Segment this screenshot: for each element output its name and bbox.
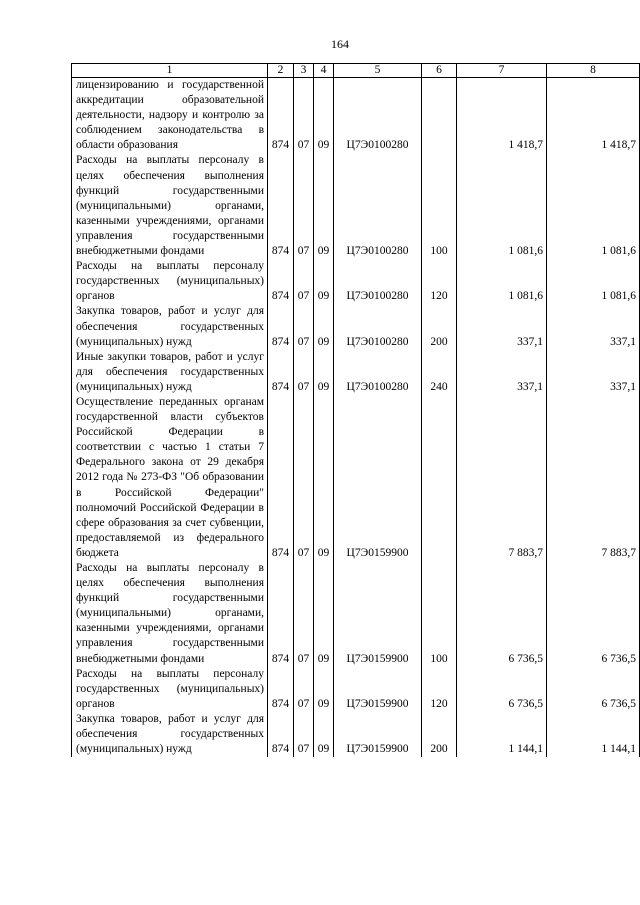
amount-col7: 1 418,7 xyxy=(457,78,547,154)
page-number: 164 xyxy=(331,37,349,51)
section-code: 07 xyxy=(294,712,314,757)
subsection-code: 09 xyxy=(314,395,334,561)
section-code: 07 xyxy=(294,78,314,154)
amount-col7: 337,1 xyxy=(457,304,547,349)
row-description: Иные закупки товаров, работ и услуг для обеспечения государственных (муниципальных) нужд xyxy=(72,350,268,395)
row-description: Осуществление переданных органам государственной власти субъектов Российской Федерации в соответствии с частью 1 статьи 7 Федерального закона от 29 декабря 2012 года № 273-ФЗ "Об образовании в Российской Федерации" полномочий Российской Федерации в сфере образования за счет субвенции, предоставляемой из федерального бюджета xyxy=(72,395,268,561)
table-row xyxy=(72,350,640,395)
table-row xyxy=(72,259,640,304)
expense-type-code: 240 xyxy=(422,350,457,395)
target-article-code: Ц7Э0100280 xyxy=(334,78,422,154)
ministry-code: 874 xyxy=(268,712,294,757)
subsection-code: 09 xyxy=(314,667,334,712)
row-description: Расходы на выплаты персоналу в целях обеспечения выполнения функций государственными (муниципальными) органами, казенными учреждениями, органами управления государственными внебюджетными фондами xyxy=(72,561,268,667)
row-description: Расходы на выплаты персоналу государственных (муниципальных) органов xyxy=(72,667,268,712)
expense-type-code xyxy=(422,78,457,154)
table-row xyxy=(72,78,640,154)
header-row xyxy=(72,64,640,78)
amount-col7: 337,1 xyxy=(457,350,547,395)
target-article-code: Ц7Э0100280 xyxy=(334,304,422,349)
expense-type-code: 120 xyxy=(422,667,457,712)
section-code: 07 xyxy=(294,153,314,259)
subsection-code: 09 xyxy=(314,712,334,757)
column-header-3: 3 xyxy=(294,64,314,78)
section-code: 07 xyxy=(294,259,314,304)
expense-type-code: 100 xyxy=(422,153,457,259)
expense-type-code: 200 xyxy=(422,712,457,757)
section-code: 07 xyxy=(294,395,314,561)
amount-col7: 1 081,6 xyxy=(457,153,547,259)
ministry-code: 874 xyxy=(268,153,294,259)
ministry-code: 874 xyxy=(268,78,294,154)
column-header-8: 8 xyxy=(547,64,640,78)
subsection-code: 09 xyxy=(314,153,334,259)
amount-col8: 6 736,5 xyxy=(547,667,640,712)
section-code: 07 xyxy=(294,350,314,395)
target-article-code: Ц7Э0159900 xyxy=(334,667,422,712)
section-code: 07 xyxy=(294,304,314,349)
amount-col8: 337,1 xyxy=(547,304,640,349)
subsection-code: 09 xyxy=(314,350,334,395)
ministry-code: 874 xyxy=(268,350,294,395)
target-article-code: Ц7Э0100280 xyxy=(334,350,422,395)
subsection-code: 09 xyxy=(314,259,334,304)
ministry-code: 874 xyxy=(268,259,294,304)
section-code: 07 xyxy=(294,667,314,712)
expense-type-code: 100 xyxy=(422,561,457,667)
table-row xyxy=(72,153,640,259)
column-header-7: 7 xyxy=(457,64,547,78)
target-article-code: Ц7Э0159900 xyxy=(334,712,422,757)
ministry-code: 874 xyxy=(268,667,294,712)
table-row xyxy=(72,395,640,561)
ministry-code: 874 xyxy=(268,395,294,561)
budget-table xyxy=(71,63,640,757)
subsection-code: 09 xyxy=(314,561,334,667)
amount-col8: 1 418,7 xyxy=(547,78,640,154)
amount-col7: 1 081,6 xyxy=(457,259,547,304)
row-description: Расходы на выплаты персоналу государственных (муниципальных) органов xyxy=(72,259,268,304)
expense-type-code: 120 xyxy=(422,259,457,304)
ministry-code: 874 xyxy=(268,561,294,667)
section-code: 07 xyxy=(294,561,314,667)
column-header-5: 5 xyxy=(334,64,422,78)
table-row xyxy=(72,304,640,349)
amount-col8: 337,1 xyxy=(547,350,640,395)
table-row xyxy=(72,561,640,667)
amount-col7: 7 883,7 xyxy=(457,395,547,561)
row-description: лицензированию и государственной аккредитации образовательной деятельности, надзору и контролю за соблюдением законодательства в области образования xyxy=(72,78,268,154)
amount-col8: 6 736,5 xyxy=(547,561,640,667)
amount-col8: 1 081,6 xyxy=(547,259,640,304)
amount-col7: 6 736,5 xyxy=(457,667,547,712)
expense-type-code: 200 xyxy=(422,304,457,349)
amount-col8: 1 144,1 xyxy=(547,712,640,757)
target-article-code: Ц7Э0159900 xyxy=(334,395,422,561)
amount-col7: 6 736,5 xyxy=(457,561,547,667)
row-description: Закупка товаров, работ и услуг для обеспечения государственных (муниципальных) нужд xyxy=(72,712,268,757)
subsection-code: 09 xyxy=(314,304,334,349)
amount-col8: 1 081,6 xyxy=(547,153,640,259)
column-header-2: 2 xyxy=(268,64,294,78)
target-article-code: Ц7Э0100280 xyxy=(334,259,422,304)
table-row xyxy=(72,667,640,712)
target-article-code: Ц7Э0159900 xyxy=(334,561,422,667)
row-description: Закупка товаров, работ и услуг для обеспечения государственных (муниципальных) нужд xyxy=(72,304,268,349)
subsection-code: 09 xyxy=(314,78,334,154)
row-description: Расходы на выплаты персоналу в целях обеспечения выполнения функций государственными (муниципальными) органами, казенными учреждениями, органами управления государственными внебюджетными фондами xyxy=(72,153,268,259)
ministry-code: 874 xyxy=(268,304,294,349)
expense-type-code xyxy=(422,395,457,561)
column-header-4: 4 xyxy=(314,64,334,78)
target-article-code: Ц7Э0100280 xyxy=(334,153,422,259)
amount-col8: 7 883,7 xyxy=(547,395,640,561)
column-header-6: 6 xyxy=(422,64,457,78)
column-header-1: 1 xyxy=(72,64,268,78)
amount-col7: 1 144,1 xyxy=(457,712,547,757)
table-row xyxy=(72,712,640,757)
